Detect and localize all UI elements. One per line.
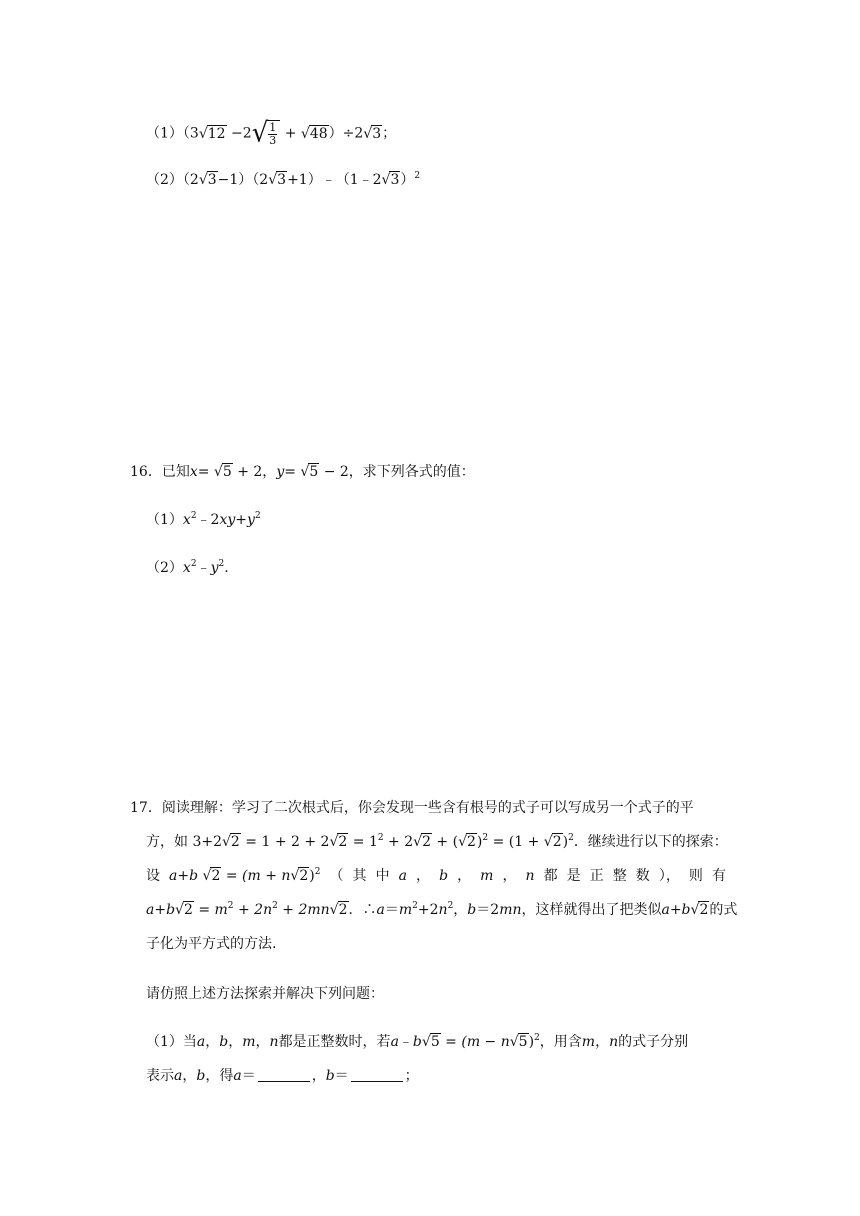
q16-item-2: $(2)x^2﹣y^2$. [146,559,229,576]
q17-line-3: 设 a+b $√2 = (m + n√2)^2$ （ 其 中 a ， b ， m ， n 都 是 正 整 数 ）， 则 有 [146,867,726,884]
q16-stem: 16．已知x= √5 + 2，y= √5 − 2，求下列各式的值： [130,464,475,480]
q16-item-1: $(1)x^2﹣2xy+y^2$ [146,511,261,528]
answer-blank-a[interactable] [258,1067,310,1082]
p15-item-2: （2）（2√3−1）（2√3+1）﹣（1﹣2√3）$^2$ [146,171,421,188]
q17-line-8: 表示a，b，得a＝ ，b＝ ； [146,1068,419,1084]
p15-item-1: （1）（3√12 −2 √ $\frac{1}{3}$ + √48）÷2√3； [146,117,397,149]
q17-line-6: 请仿照上述方法探索并解决下列问题： [146,986,384,1002]
q17-line-1: 17．阅读理解：学习了二次根式后，你会发现一些含有根号的式子可以写成另一个式子的平 [130,800,694,816]
q17-line-4: $a+b√2 = m^2 + 2n^2 + 2mn√2$．$\therefore a=m^2+2n^2$，b＝2mn，这样就得出了把类似a+b√2的式 [146,901,738,918]
q17-line-7: （1）当a，b，m，n都是正整数时，若a﹣b√5 = $(m - n√5)^2$，用含m，n的式子分别 [146,1033,689,1050]
q17-line-5: 子化为平方式的方法. [146,936,277,952]
q17-line-2: 方，如 $3+2√2 = 1 + 2 + 2√2 = 1^2 + 2√2 + (√2)^2 = (1 + √2)^2$．继续进行以下的探索： [146,833,728,850]
answer-blank-b[interactable] [351,1067,403,1082]
